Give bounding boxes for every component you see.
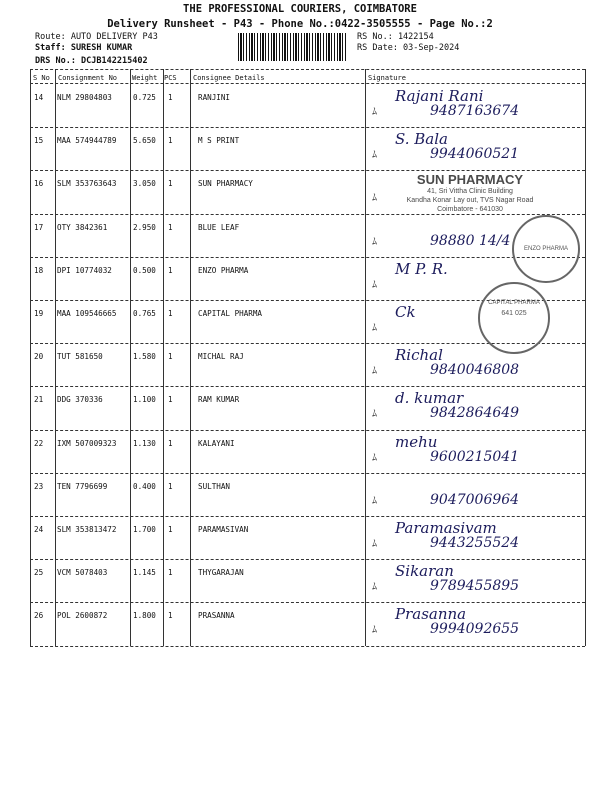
row-consignment: SLM 353813472 bbox=[57, 525, 117, 534]
row-pcs: 1 bbox=[168, 438, 173, 448]
delivery-tick-mark: ﾑ bbox=[372, 107, 377, 118]
signature-phone: 9994092655 bbox=[430, 621, 520, 638]
delivery-tick-mark: ﾑ bbox=[372, 582, 377, 594]
rs-number: RS No.: 1422154 bbox=[357, 32, 434, 42]
signature-name: Sikaran bbox=[395, 562, 454, 581]
row-consignee: PRASANNA bbox=[198, 611, 235, 621]
row-weight: 5.650 bbox=[133, 136, 156, 146]
row-consignee: CAPITAL PHARMA bbox=[198, 309, 263, 318]
row-consignee: THYGARAJAN bbox=[198, 568, 244, 578]
row-pcs: 1 bbox=[168, 395, 173, 405]
stamp-line: Coimbatore - 641030 bbox=[437, 206, 503, 213]
row-sno: 19 bbox=[34, 309, 44, 318]
row-weight: 3.050 bbox=[133, 179, 156, 189]
row-pcs: 1 bbox=[168, 525, 173, 534]
row-consignment: DDG 370336 bbox=[57, 395, 103, 405]
row-consignee: RAM KUMAR bbox=[198, 395, 240, 405]
staff-label: Staff: SURESH KUMAR bbox=[35, 43, 133, 53]
signature-phone: 9840046808 bbox=[430, 362, 520, 379]
delivery-tick-mark: ﾑ bbox=[372, 452, 377, 464]
col-header-signature: Signature bbox=[368, 74, 406, 82]
signature-name: M P. R. bbox=[395, 259, 448, 278]
row-sno: 26 bbox=[34, 611, 44, 621]
row-consignee: KALAYANI bbox=[198, 438, 235, 448]
row-sno: 14 bbox=[34, 93, 44, 102]
signature-name: Richal bbox=[395, 346, 443, 365]
row-sno: 24 bbox=[34, 525, 44, 534]
row-sno: 23 bbox=[34, 481, 44, 491]
row-sno: 15 bbox=[34, 136, 44, 146]
row-divider bbox=[30, 386, 585, 387]
row-consignee: M S PRINT bbox=[198, 136, 240, 146]
row-weight: 0.725 bbox=[133, 93, 156, 102]
row-weight: 0.765 bbox=[133, 309, 156, 318]
row-divider bbox=[30, 170, 585, 171]
row-consignee: PARAMASIVAN bbox=[198, 525, 249, 534]
row-consignment: POL 2600872 bbox=[57, 611, 108, 621]
row-sno: 16 bbox=[34, 179, 44, 189]
column-divider bbox=[585, 69, 586, 646]
signature-phone: 9443255524 bbox=[430, 535, 520, 551]
row-pcs: 1 bbox=[168, 481, 173, 491]
signature-phone: 9944060521 bbox=[430, 146, 520, 163]
row-sno: 18 bbox=[34, 265, 44, 275]
row-sno: 25 bbox=[34, 568, 44, 578]
row-pcs: 1 bbox=[168, 265, 173, 275]
delivery-tick-mark: ﾑ bbox=[372, 193, 377, 205]
row-pcs: 1 bbox=[168, 93, 173, 102]
row-pcs: 1 bbox=[168, 179, 173, 189]
seal-text: CAPITAL PHARMA bbox=[488, 300, 540, 306]
row-divider bbox=[30, 257, 585, 258]
col-header-pcs: PCS bbox=[164, 74, 177, 82]
runsheet-subtitle: Delivery Runsheet - P43 - Phone No.:0422-3505555 - Page No.:2 bbox=[107, 18, 493, 30]
row-consignee: MICHAL RAJ bbox=[198, 352, 244, 362]
delivery-tick-mark: ﾑ bbox=[372, 150, 377, 162]
row-divider bbox=[30, 602, 585, 603]
delivery-tick-mark: ﾑ bbox=[372, 539, 377, 550]
row-consignment: SLM 353763643 bbox=[57, 179, 117, 189]
row-consignment: TEN 7796699 bbox=[57, 481, 108, 491]
row-pcs: 1 bbox=[168, 568, 173, 578]
row-sno: 21 bbox=[34, 395, 44, 405]
row-pcs: 1 bbox=[168, 352, 173, 362]
row-weight: 2.950 bbox=[133, 222, 156, 232]
signature-name: Prasanna bbox=[395, 605, 467, 624]
rs-date: RS Date: 03-Sep-2024 bbox=[357, 43, 460, 53]
row-sno: 20 bbox=[34, 352, 44, 362]
signature-name: Ck bbox=[395, 303, 416, 321]
capital-pharma-seal bbox=[478, 282, 550, 354]
row-weight: 1.130 bbox=[133, 438, 156, 448]
row-consignee: SUN PHARMACY bbox=[198, 179, 253, 189]
signature-phone: 9600215041 bbox=[430, 448, 520, 465]
row-weight: 1.145 bbox=[133, 568, 156, 578]
delivery-tick-mark: ﾑ bbox=[372, 236, 377, 248]
row-divider bbox=[30, 516, 585, 517]
signature-phone: 98880 14/4 bbox=[430, 232, 511, 249]
row-divider bbox=[30, 127, 585, 128]
col-header-sno: S No bbox=[33, 74, 50, 82]
drs-number: DRS No.: DCJB142215402 bbox=[35, 56, 148, 66]
row-consignment: VCM 5078403 bbox=[57, 568, 108, 578]
col-header-weight: Weight bbox=[132, 74, 158, 82]
signature-phone: 9789455895 bbox=[430, 578, 520, 595]
header-rule bbox=[30, 83, 585, 84]
column-divider bbox=[190, 69, 191, 646]
signature-name: d. kumar bbox=[395, 389, 464, 408]
row-consignment: NLM 29804803 bbox=[57, 93, 112, 102]
row-consignment: TUT 581650 bbox=[57, 352, 103, 362]
delivery-tick-mark: ﾑ bbox=[372, 625, 377, 637]
delivery-tick-mark: ﾑ bbox=[372, 279, 377, 291]
row-consignee: SULTHAN bbox=[198, 481, 231, 491]
row-pcs: 1 bbox=[168, 222, 173, 232]
stamp-line: Kandha Konar Lay out, TVS Nagar Road bbox=[406, 197, 534, 204]
row-weight: 1.700 bbox=[133, 525, 156, 534]
seal-pin: 641 025 bbox=[501, 310, 527, 317]
column-divider bbox=[130, 69, 131, 646]
row-divider bbox=[30, 559, 585, 560]
signature-phone: 9047006964 bbox=[430, 491, 520, 508]
seal-text: ENZO PHARMA bbox=[523, 246, 568, 252]
row-divider bbox=[30, 430, 585, 431]
row-pcs: 1 bbox=[168, 309, 173, 318]
table-top-rule bbox=[30, 69, 585, 70]
signature-name: Paramasivam bbox=[395, 519, 497, 537]
row-weight: 1.580 bbox=[133, 352, 156, 362]
stamp-name: SUN PHARMACY bbox=[416, 172, 524, 187]
row-sno: 17 bbox=[34, 222, 44, 232]
delivery-tick-mark: ﾑ bbox=[372, 409, 377, 421]
column-divider bbox=[30, 69, 31, 646]
signature-name: Rajani Rani bbox=[395, 87, 484, 105]
row-consignment: MAA 574944789 bbox=[57, 136, 117, 146]
row-weight: 0.400 bbox=[133, 481, 156, 491]
row-consignee: ENZO PHARMA bbox=[198, 265, 249, 275]
signature-phone: 9487163674 bbox=[430, 103, 520, 119]
row-consignment: MAA 109546665 bbox=[57, 309, 117, 318]
signature-phone: 9842864649 bbox=[430, 405, 520, 422]
column-divider bbox=[365, 69, 366, 646]
company-title: THE PROFESSIONAL COURIERS, COIMBATORE bbox=[183, 3, 417, 15]
signature-name: S. Bala bbox=[395, 130, 448, 149]
row-divider bbox=[30, 473, 585, 474]
column-divider bbox=[163, 69, 164, 646]
enzo-pharma-seal bbox=[512, 215, 580, 283]
barcode bbox=[238, 33, 348, 61]
col-header-consignee: Consignee Details bbox=[193, 74, 265, 82]
row-consignment: DPI 10774032 bbox=[57, 265, 112, 275]
col-header-consignment: Consignment No bbox=[58, 74, 118, 82]
row-weight: 0.500 bbox=[133, 265, 156, 275]
route-label: Route: AUTO DELIVERY P43 bbox=[35, 32, 158, 42]
signature-name: mehu bbox=[395, 432, 438, 451]
row-consignment: IXM 507009323 bbox=[57, 438, 117, 448]
row-sno: 22 bbox=[34, 438, 44, 448]
row-pcs: 1 bbox=[168, 136, 173, 146]
row-divider bbox=[30, 646, 585, 647]
row-pcs: 1 bbox=[168, 611, 173, 621]
row-weight: 1.800 bbox=[133, 611, 156, 621]
delivery-tick-mark: ﾑ bbox=[372, 323, 377, 334]
delivery-tick-mark: ﾑ bbox=[372, 495, 377, 507]
delivery-tick-mark: ﾑ bbox=[372, 366, 377, 378]
row-consignee: RANJINI bbox=[198, 93, 231, 102]
stamp-line: 41, Sri Vittha Clinic Building bbox=[427, 188, 513, 195]
row-consignment: OTY 3842361 bbox=[57, 222, 108, 232]
column-divider bbox=[55, 69, 56, 646]
row-weight: 1.100 bbox=[133, 395, 156, 405]
row-consignee: BLUE LEAF bbox=[198, 222, 240, 232]
